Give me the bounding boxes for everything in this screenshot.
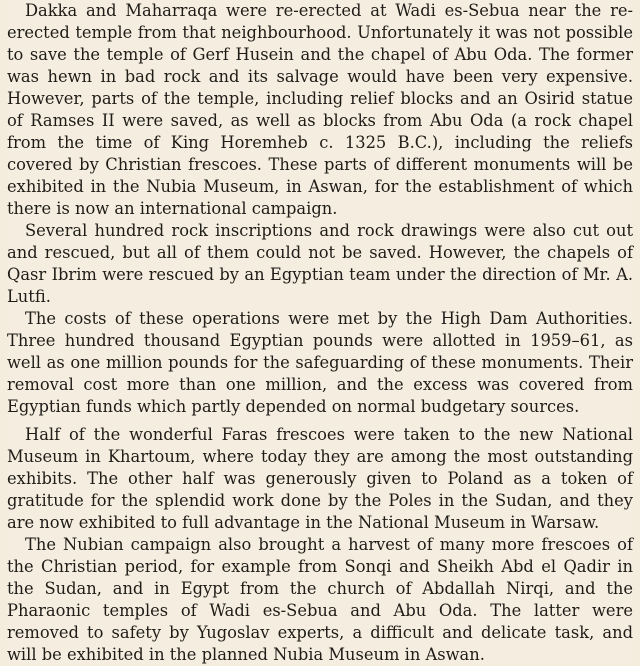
body-text bbox=[7, 0, 633, 666]
paragraph-5: The Nubian campaign also brought a harvest of many more frescoes of the Christian period, for example from Sonqi and Sheikh Abd el Qadir in the Sudan, and in Egypt from the church of Abdallah Nirqi, and the Pharaonic temples of Wadi es-Sebua and Abu Oda. The latter were removed to safety by Yugoslav experts, a difficult and delicate task, and will be exhibited in the planned Nubia Museum in Aswan. bbox=[7, 535, 633, 664]
paragraph-3: The costs of these operations were met by the High Dam Authorities. Three hundred thousand Egyptian pounds were allotted in 1959–61, as well as one million pounds for the safeguarding of these monuments. Their removal cost more than one million, and the excess was covered from Egyptian funds which partly depended on normal budgetary sources. bbox=[7, 309, 633, 416]
paragraph-2: Several hundred rock inscriptions and rock drawings were also cut out and rescued, but all of them could not be saved. However, the chapels of Qasr Ibrim were rescued by an Egyptian team under the direction of Mr. A. Lutfi. bbox=[7, 221, 633, 306]
paragraph-1: Dakka and Maharraqa were re-erected at Wadi es-Sebua near the re-erected temple from that neighbourhood. Unfortunately it was not possible to save the temple of Gerf Husein and the chapel of Abu Oda. The former was hewn in bad rock and its salvage would have been very expensive. However, parts of the temple, including relief blocks and an Osirid statue of Ramses II were saved, as well as blocks from Abu Oda (a rock chapel from the time of King Horemheb c. 1325 B.C.), including the reliefs covered by Christian frescoes. These parts of different monuments will be exhibited in the Nubia Museum, in Aswan, for the establishment of which there is now an international campaign. bbox=[7, 1, 633, 218]
paragraph-4: Half of the wonderful Faras frescoes were taken to the new National Museum in Khartoum, where today they are among the most outstanding exhibits. The other half was generously given to Poland as a token of gratitude for the splendid work done by the Poles in the Sudan, and they are now exhibited to full advantage in the National Museum in Warsaw. bbox=[7, 425, 633, 532]
book-page bbox=[7, 0, 633, 664]
